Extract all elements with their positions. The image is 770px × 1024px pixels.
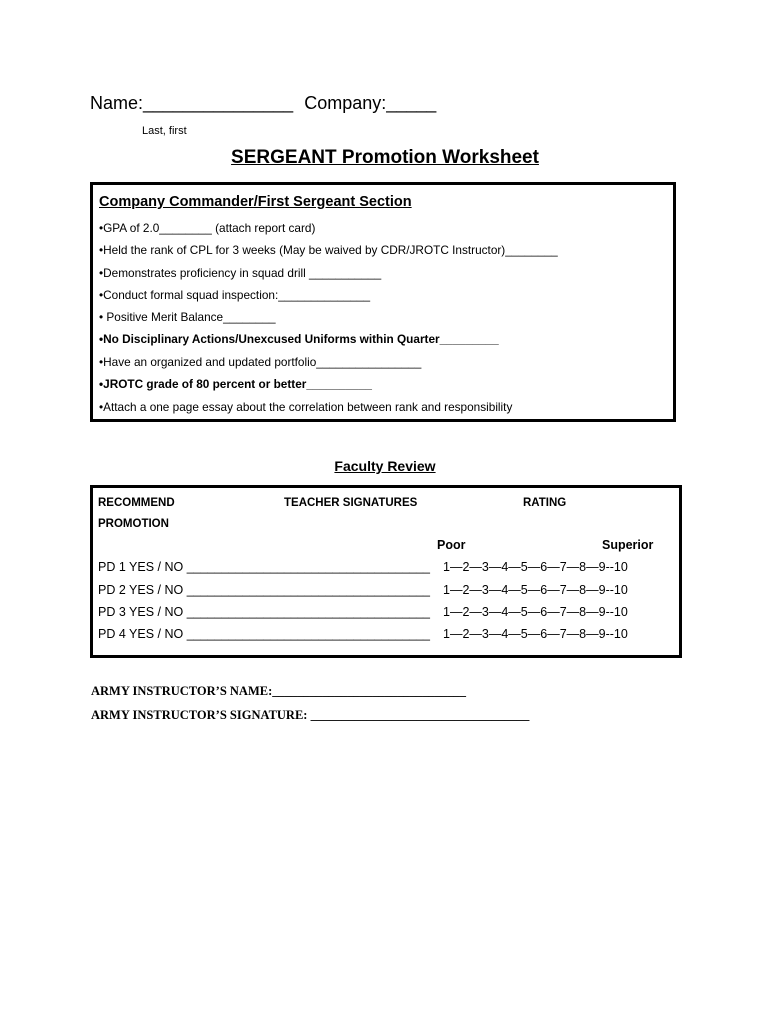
- faculty-review-box: [90, 485, 682, 658]
- period-label: PD 1 YES / NO ___________________________________: [98, 560, 431, 574]
- commander-section-box: [90, 182, 676, 422]
- period-row: [98, 627, 628, 641]
- commander-section-heading: Company Commander/First Sergeant Section: [99, 194, 412, 210]
- rating-scale: 1—2—3—4—5—6—7—8—9--10: [443, 605, 628, 619]
- requirement-item: •Attach a one page essay about the correlation between rank and responsibility: [99, 400, 513, 414]
- requirement-item: •Demonstrates proficiency in squad drill ___________: [99, 266, 382, 280]
- col-rating-header: RATING: [523, 497, 567, 509]
- rating-scale: 1—2—3—4—5—6—7—8—9--10: [443, 627, 628, 641]
- rating-scale: 1—2—3—4—5—6—7—8—9--10: [443, 583, 628, 597]
- faculty-review-heading: Faculty Review: [334, 458, 436, 474]
- period-row: [98, 560, 628, 574]
- period-label: PD 3 YES / NO ___________________________________: [98, 605, 431, 619]
- col-promotion-header: PROMOTION: [98, 518, 169, 530]
- col-signatures-header: TEACHER SIGNATURES: [284, 497, 418, 509]
- name-hint: Last, first: [142, 125, 187, 137]
- instructor-signature-line: ARMY INSTRUCTOR’S SIGNATURE: ___________________________________: [91, 708, 530, 722]
- name-company-line: [90, 93, 442, 114]
- requirement-item: •JROTC grade of 80 percent or better__________: [99, 377, 372, 391]
- col-recommend-header: RECOMMEND: [98, 497, 175, 509]
- name-field-label: Name:_______________: [90, 93, 294, 113]
- period-label: PD 4 YES / NO ___________________________________: [98, 627, 431, 641]
- period-label: PD 2 YES / NO ___________________________________: [98, 583, 431, 597]
- requirement-item: •Held the rank of CPL for 3 weeks (May be waived by CDR/JROTC Instructor)________: [99, 243, 558, 257]
- requirement-item: •Have an organized and updated portfolio________________: [99, 355, 422, 369]
- requirement-item: •GPA of 2.0________ (attach report card): [99, 221, 316, 235]
- instructor-name-line: ARMY INSTRUCTOR’S NAME:_______________________________: [91, 684, 467, 698]
- rating-scale: 1—2—3—4—5—6—7—8—9--10: [443, 560, 628, 574]
- requirement-item: • Positive Merit Balance________: [99, 310, 276, 324]
- requirement-item: •Conduct formal squad inspection:______________: [99, 288, 371, 302]
- requirement-item: •No Disciplinary Actions/Unexcused Uniforms within Quarter_________: [99, 332, 499, 346]
- page-title: SERGEANT Promotion Worksheet: [231, 147, 539, 168]
- scale-low-label: Poor: [437, 538, 466, 552]
- company-field-label: Company:_____: [304, 93, 437, 113]
- scale-high-label: Superior: [602, 538, 654, 552]
- period-row: [98, 583, 628, 597]
- period-row: [98, 605, 628, 619]
